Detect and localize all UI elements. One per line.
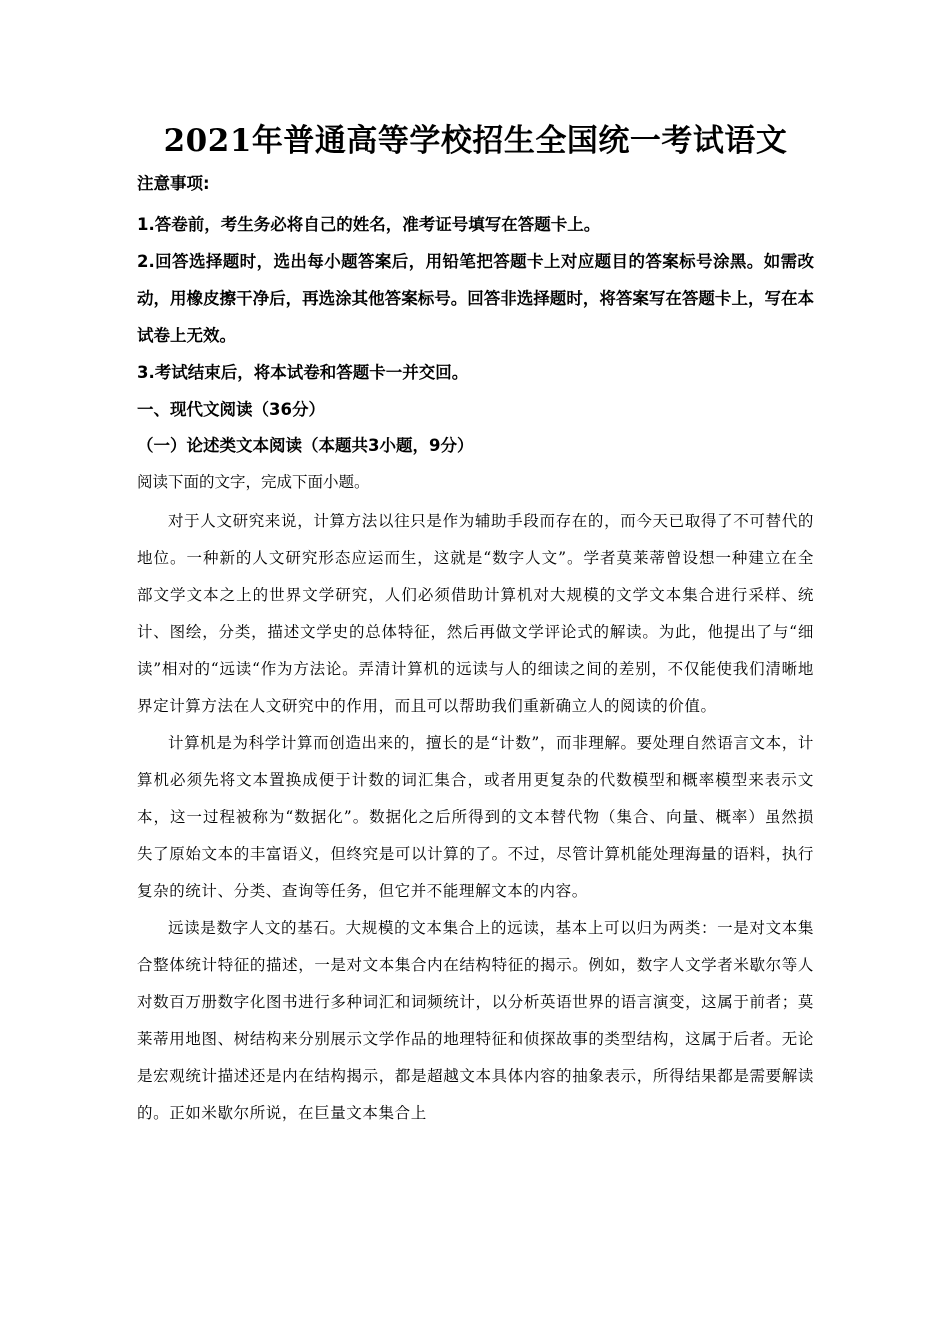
notice-block bbox=[137, 170, 814, 391]
notice-item-1: 1.答卷前，考生务必将自己的姓名，准考证号填写在答题卡上。 bbox=[137, 215, 601, 234]
reading-instruction: 阅读下面的文字，完成下面小题。 bbox=[137, 473, 370, 491]
notice-item-3: 3.考试结束后，将本试卷和答题卡一并交回。 bbox=[137, 363, 469, 382]
reading-section bbox=[137, 393, 814, 1132]
page-title: 2021年普通高等学校招生全国统一考试语文 bbox=[163, 123, 788, 159]
passage-paragraph-3: 远读是数字人文的基石。大规模的文本集合上的远读，基本上可以归为两类：一是对文本集合整体统计特征的描述，一是对文本集合内在结构特征的揭示。例如，数字人文学者米歇尔等人对数百万册数字化图书进行多种词汇和词频统计，以分析英语世界的语言演变，这属于前者；莫莱蒂用地图、树结构来分别展示文学作品的地理特征和侦探故事的类型结构，这属于后者。无论是宏观统计描述还是内在结构揭示，都是超越文本具体内容的抽象表示，所得结果都是需要解读的。正如米歇尔所说，在巨量文本集合上 bbox=[137, 919, 814, 1122]
passage-paragraph-2: 计算机是为科学计算而创造出来的，擅长的是“计数”，而非理解。要处理自然语言文本，计算机必须先将文本置换成便于计数的词汇集合，或者用更复杂的代数模型和概率模型来表示文本，这一过程被称为“数据化”。数据化之后所得到的文本替代物（集合、向量、概率）虽然损失了原始文本的丰富语义，但终究是可以计算的了。不过，尽管计算机能处理海量的语料，执行复杂的统计、分类、查询等任务，但它并不能理解文本的内容。 bbox=[137, 734, 814, 900]
notice-item-2: 2.回答选择题时，选出每小题答案后，用铅笔把答题卡上对应题目的答案标号涂黑。如需改动，用橡皮擦干净后，再选涂其他答案标号。回答非选择题时，将答案写在答题卡上，写在本试卷上无效。 bbox=[137, 252, 814, 345]
section-title: 一、现代文阅读（36分） bbox=[137, 400, 325, 419]
subsection-title: （一）论述类文本阅读（本题共3小题，9分） bbox=[137, 436, 474, 455]
passage-paragraph-1: 对于人文研究来说，计算方法以往只是作为辅助手段而存在的，而今天已取得了不可替代的地位。一种新的人文研究形态应运而生，这就是“数字人文”。学者莫莱蒂曾设想一种建立在全部文学文本之上的世界文学研究，人们必须借助计算机对大规模的文学文本集合进行采样、统计、图绘，分类，描述文学史的总体特征，然后再做文学评论式的解读。为此，他提出了与“细读”相对的“远读“作为方法论。弄清计算机的远读与人的细读之间的差别，不仅能使我们清晰地界定计算方法在人文研究中的作用，而且可以帮助我们重新确立人的阅读的价值。 bbox=[137, 512, 814, 715]
notice-heading: 注意事项: bbox=[137, 174, 210, 193]
